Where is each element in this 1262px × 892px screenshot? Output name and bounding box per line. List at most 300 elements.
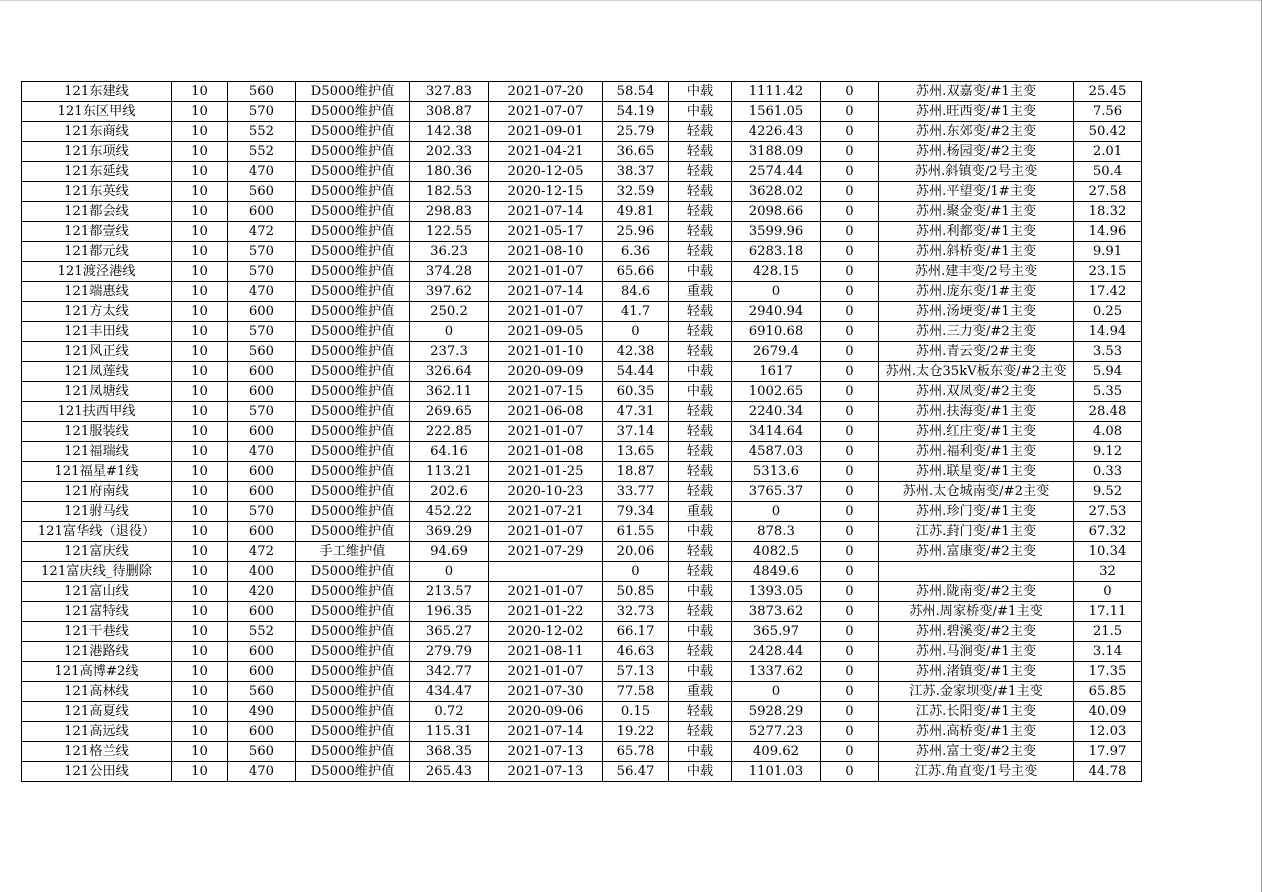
voltage-cell: 10 — [172, 542, 228, 562]
available-capacity-cell: 1337.62 — [732, 662, 821, 682]
date-cell: 2021-01-10 — [489, 342, 603, 362]
load-rate-cell: 25.79 — [603, 122, 669, 142]
voltage-cell: 10 — [172, 762, 228, 782]
voltage-cell: 10 — [172, 202, 228, 222]
voltage-cell: 10 — [172, 742, 228, 762]
load-rate-cell: 0 — [603, 562, 669, 582]
voltage-cell: 10 — [172, 82, 228, 102]
percent-cell: 0 — [1074, 582, 1142, 602]
voltage-cell: 10 — [172, 342, 228, 362]
load-rate-cell: 61.55 — [603, 522, 669, 542]
percent-cell: 9.91 — [1074, 242, 1142, 262]
line-name-cell: 121渡泾港线 — [22, 262, 172, 282]
load-rate-cell: 0.15 — [603, 702, 669, 722]
table-row — [22, 642, 1142, 662]
count-cell: 0 — [821, 362, 879, 382]
date-cell: 2021-07-14 — [489, 282, 603, 302]
rated-current-cell: 600 — [228, 382, 296, 402]
percent-cell: 9.12 — [1074, 442, 1142, 462]
line-name-cell: 121府南线 — [22, 482, 172, 502]
rated-current-cell: 570 — [228, 322, 296, 342]
line-name-cell: 121富山线 — [22, 582, 172, 602]
feeder-load-table — [21, 81, 1142, 782]
count-cell: 0 — [821, 722, 879, 742]
available-capacity-cell: 2428.44 — [732, 642, 821, 662]
load-status-cell: 轻载 — [669, 642, 732, 662]
count-cell: 0 — [821, 122, 879, 142]
load-current-cell: 0 — [410, 322, 489, 342]
percent-cell: 28.48 — [1074, 402, 1142, 422]
load-current-cell: 327.83 — [410, 82, 489, 102]
load-rate-cell: 50.85 — [603, 582, 669, 602]
percent-cell: 27.58 — [1074, 182, 1142, 202]
rated-current-cell: 552 — [228, 122, 296, 142]
rated-current-cell: 570 — [228, 102, 296, 122]
rated-current-cell: 600 — [228, 482, 296, 502]
load-rate-cell: 6.36 — [603, 242, 669, 262]
transformer-cell: 江苏.金家坝变/#1主变 — [879, 682, 1074, 702]
date-cell: 2020-09-09 — [489, 362, 603, 382]
load-current-cell: 374.28 — [410, 262, 489, 282]
table-row — [22, 362, 1142, 382]
line-name-cell: 121服装线 — [22, 422, 172, 442]
percent-cell: 21.5 — [1074, 622, 1142, 642]
load-status-cell: 中载 — [669, 522, 732, 542]
date-cell: 2021-07-20 — [489, 82, 603, 102]
available-capacity-cell: 2574.44 — [732, 162, 821, 182]
voltage-cell: 10 — [172, 362, 228, 382]
available-capacity-cell: 0 — [732, 502, 821, 522]
rated-current-cell: 600 — [228, 602, 296, 622]
rated-current-cell: 560 — [228, 182, 296, 202]
available-capacity-cell: 428.15 — [732, 262, 821, 282]
load-status-cell: 中载 — [669, 582, 732, 602]
table-row — [22, 522, 1142, 542]
load-rate-cell: 66.17 — [603, 622, 669, 642]
voltage-cell: 10 — [172, 142, 228, 162]
table-row — [22, 682, 1142, 702]
line-name-cell: 121高林线 — [22, 682, 172, 702]
voltage-cell: 10 — [172, 102, 228, 122]
load-status-cell: 轻载 — [669, 122, 732, 142]
available-capacity-cell: 0 — [732, 682, 821, 702]
table-row — [22, 222, 1142, 242]
transformer-cell: 苏州.汤埂变/#1主变 — [879, 302, 1074, 322]
available-capacity-cell: 5277.23 — [732, 722, 821, 742]
date-cell: 2021-01-07 — [489, 302, 603, 322]
load-current-cell: 434.47 — [410, 682, 489, 702]
table-row — [22, 322, 1142, 342]
voltage-cell: 10 — [172, 462, 228, 482]
source-type-cell: D5000维护值 — [296, 442, 410, 462]
available-capacity-cell: 4226.43 — [732, 122, 821, 142]
count-cell: 0 — [821, 462, 879, 482]
voltage-cell: 10 — [172, 182, 228, 202]
rated-current-cell: 600 — [228, 522, 296, 542]
load-current-cell: 142.38 — [410, 122, 489, 142]
table-row — [22, 282, 1142, 302]
available-capacity-cell: 1617 — [732, 362, 821, 382]
date-cell: 2021-01-07 — [489, 522, 603, 542]
voltage-cell: 10 — [172, 262, 228, 282]
percent-cell: 3.53 — [1074, 342, 1142, 362]
count-cell: 0 — [821, 742, 879, 762]
load-status-cell: 轻载 — [669, 182, 732, 202]
load-status-cell: 轻载 — [669, 202, 732, 222]
rated-current-cell: 570 — [228, 262, 296, 282]
count-cell: 0 — [821, 282, 879, 302]
date-cell: 2021-07-29 — [489, 542, 603, 562]
load-status-cell: 重载 — [669, 682, 732, 702]
load-current-cell: 64.16 — [410, 442, 489, 462]
transformer-cell: 苏州.斜桥变/#1主变 — [879, 242, 1074, 262]
count-cell: 0 — [821, 442, 879, 462]
transformer-cell: 苏州.杨园变/#2主变 — [879, 142, 1074, 162]
table-row — [22, 262, 1142, 282]
count-cell: 0 — [821, 222, 879, 242]
line-name-cell: 121富庆线 — [22, 542, 172, 562]
transformer-cell: 苏州.碧溪变/#2主变 — [879, 622, 1074, 642]
load-status-cell: 重载 — [669, 282, 732, 302]
source-type-cell: D5000维护值 — [296, 82, 410, 102]
date-cell: 2020-12-05 — [489, 162, 603, 182]
available-capacity-cell: 2240.34 — [732, 402, 821, 422]
table-row — [22, 342, 1142, 362]
transformer-cell: 苏州.富土变/#2主变 — [879, 742, 1074, 762]
available-capacity-cell: 5928.29 — [732, 702, 821, 722]
load-status-cell: 轻载 — [669, 702, 732, 722]
available-capacity-cell: 3765.37 — [732, 482, 821, 502]
available-capacity-cell: 3599.96 — [732, 222, 821, 242]
voltage-cell: 10 — [172, 682, 228, 702]
date-cell: 2021-09-05 — [489, 322, 603, 342]
available-capacity-cell: 6283.18 — [732, 242, 821, 262]
source-type-cell: D5000维护值 — [296, 262, 410, 282]
rated-current-cell: 470 — [228, 442, 296, 462]
transformer-cell: 苏州.联星变/#1主变 — [879, 462, 1074, 482]
date-cell: 2021-07-14 — [489, 722, 603, 742]
count-cell: 0 — [821, 602, 879, 622]
voltage-cell: 10 — [172, 302, 228, 322]
line-name-cell: 121港路线 — [22, 642, 172, 662]
load-rate-cell: 32.59 — [603, 182, 669, 202]
load-current-cell: 342.77 — [410, 662, 489, 682]
count-cell: 0 — [821, 242, 879, 262]
table-row — [22, 762, 1142, 782]
rated-current-cell: 470 — [228, 282, 296, 302]
voltage-cell: 10 — [172, 382, 228, 402]
transformer-cell: 苏州.渚镇变/#1主变 — [879, 662, 1074, 682]
line-name-cell: 121都壹线 — [22, 222, 172, 242]
rated-current-cell: 560 — [228, 682, 296, 702]
load-status-cell: 轻载 — [669, 242, 732, 262]
transformer-cell: 苏州.周家桥变/#1主变 — [879, 602, 1074, 622]
load-status-cell: 中载 — [669, 662, 732, 682]
date-cell: 2021-07-21 — [489, 502, 603, 522]
available-capacity-cell: 3414.64 — [732, 422, 821, 442]
line-name-cell: 121福瑞线 — [22, 442, 172, 462]
load-current-cell: 0.72 — [410, 702, 489, 722]
percent-cell: 17.11 — [1074, 602, 1142, 622]
load-current-cell: 180.36 — [410, 162, 489, 182]
load-status-cell: 轻载 — [669, 442, 732, 462]
count-cell: 0 — [821, 562, 879, 582]
table-row — [22, 622, 1142, 642]
load-rate-cell: 41.7 — [603, 302, 669, 322]
load-current-cell: 213.57 — [410, 582, 489, 602]
transformer-cell: 苏州.陇南变/#2主变 — [879, 582, 1074, 602]
available-capacity-cell: 1393.05 — [732, 582, 821, 602]
load-current-cell: 397.62 — [410, 282, 489, 302]
source-type-cell: D5000维护值 — [296, 162, 410, 182]
rated-current-cell: 560 — [228, 82, 296, 102]
count-cell: 0 — [821, 702, 879, 722]
rated-current-cell: 552 — [228, 142, 296, 162]
transformer-cell: 苏州.庞东变/1#主变 — [879, 282, 1074, 302]
date-cell: 2021-01-08 — [489, 442, 603, 462]
voltage-cell: 10 — [172, 502, 228, 522]
rated-current-cell: 600 — [228, 422, 296, 442]
page-edge-top — [0, 0, 1262, 1]
percent-cell: 50.42 — [1074, 122, 1142, 142]
load-rate-cell: 60.35 — [603, 382, 669, 402]
count-cell: 0 — [821, 82, 879, 102]
load-current-cell: 113.21 — [410, 462, 489, 482]
rated-current-cell: 560 — [228, 342, 296, 362]
count-cell: 0 — [821, 482, 879, 502]
percent-cell: 17.42 — [1074, 282, 1142, 302]
rated-current-cell: 600 — [228, 462, 296, 482]
table-row — [22, 742, 1142, 762]
source-type-cell: D5000维护值 — [296, 742, 410, 762]
load-rate-cell: 18.87 — [603, 462, 669, 482]
available-capacity-cell: 3628.02 — [732, 182, 821, 202]
load-rate-cell: 32.73 — [603, 602, 669, 622]
voltage-cell: 10 — [172, 422, 228, 442]
source-type-cell: D5000维护值 — [296, 322, 410, 342]
load-current-cell: 94.69 — [410, 542, 489, 562]
date-cell: 2021-07-30 — [489, 682, 603, 702]
voltage-cell: 10 — [172, 282, 228, 302]
date-cell: 2021-08-10 — [489, 242, 603, 262]
percent-cell: 50.4 — [1074, 162, 1142, 182]
voltage-cell: 10 — [172, 162, 228, 182]
table-row — [22, 542, 1142, 562]
count-cell: 0 — [821, 342, 879, 362]
line-name-cell: 121东项线 — [22, 142, 172, 162]
rated-current-cell: 570 — [228, 242, 296, 262]
percent-cell: 32 — [1074, 562, 1142, 582]
source-type-cell: D5000维护值 — [296, 642, 410, 662]
table-row — [22, 122, 1142, 142]
load-current-cell: 369.29 — [410, 522, 489, 542]
available-capacity-cell: 878.3 — [732, 522, 821, 542]
load-current-cell: 237.3 — [410, 342, 489, 362]
date-cell: 2021-01-07 — [489, 422, 603, 442]
load-current-cell: 308.87 — [410, 102, 489, 122]
load-rate-cell: 84.6 — [603, 282, 669, 302]
table-row — [22, 82, 1142, 102]
load-current-cell: 365.27 — [410, 622, 489, 642]
voltage-cell: 10 — [172, 642, 228, 662]
load-rate-cell: 77.58 — [603, 682, 669, 702]
date-cell: 2021-01-07 — [489, 582, 603, 602]
transformer-cell: 苏州.双凤变/#2主变 — [879, 382, 1074, 402]
source-type-cell: D5000维护值 — [296, 382, 410, 402]
voltage-cell: 10 — [172, 562, 228, 582]
count-cell: 0 — [821, 662, 879, 682]
date-cell: 2021-05-17 — [489, 222, 603, 242]
line-name-cell: 121方太线 — [22, 302, 172, 322]
date-cell: 2020-09-06 — [489, 702, 603, 722]
load-status-cell: 轻载 — [669, 462, 732, 482]
line-name-cell: 121高远线 — [22, 722, 172, 742]
date-cell: 2021-09-01 — [489, 122, 603, 142]
count-cell: 0 — [821, 302, 879, 322]
load-status-cell: 轻载 — [669, 402, 732, 422]
line-name-cell: 121富华线（退役） — [22, 522, 172, 542]
date-cell: 2021-01-22 — [489, 602, 603, 622]
load-rate-cell: 38.37 — [603, 162, 669, 182]
load-status-cell: 轻载 — [669, 602, 732, 622]
source-type-cell: D5000维护值 — [296, 502, 410, 522]
source-type-cell: D5000维护值 — [296, 622, 410, 642]
line-name-cell: 121东英线 — [22, 182, 172, 202]
rated-current-cell: 470 — [228, 162, 296, 182]
available-capacity-cell: 1002.65 — [732, 382, 821, 402]
line-name-cell: 121公田线 — [22, 762, 172, 782]
load-status-cell: 轻载 — [669, 542, 732, 562]
load-rate-cell: 37.14 — [603, 422, 669, 442]
available-capacity-cell: 1101.03 — [732, 762, 821, 782]
count-cell: 0 — [821, 762, 879, 782]
transformer-cell: 苏州.富康变/#2主变 — [879, 542, 1074, 562]
line-name-cell: 121东建线 — [22, 82, 172, 102]
date-cell: 2021-06-08 — [489, 402, 603, 422]
line-name-cell: 121风正线 — [22, 342, 172, 362]
voltage-cell: 10 — [172, 622, 228, 642]
date-cell — [489, 562, 603, 582]
load-rate-cell: 54.44 — [603, 362, 669, 382]
load-current-cell: 269.65 — [410, 402, 489, 422]
load-status-cell: 中载 — [669, 262, 732, 282]
load-status-cell: 中载 — [669, 362, 732, 382]
load-status-cell: 中载 — [669, 762, 732, 782]
rated-current-cell: 400 — [228, 562, 296, 582]
load-status-cell: 轻载 — [669, 162, 732, 182]
table-row — [22, 382, 1142, 402]
load-rate-cell: 20.06 — [603, 542, 669, 562]
load-current-cell: 298.83 — [410, 202, 489, 222]
load-rate-cell: 46.63 — [603, 642, 669, 662]
load-status-cell: 中载 — [669, 742, 732, 762]
percent-cell: 5.94 — [1074, 362, 1142, 382]
transformer-cell: 苏州.福利变/#1主变 — [879, 442, 1074, 462]
count-cell: 0 — [821, 522, 879, 542]
line-name-cell: 121驸马线 — [22, 502, 172, 522]
date-cell: 2020-12-15 — [489, 182, 603, 202]
voltage-cell: 10 — [172, 482, 228, 502]
load-current-cell: 202.33 — [410, 142, 489, 162]
transformer-cell: 江苏.葑门变/#1主变 — [879, 522, 1074, 542]
load-current-cell: 115.31 — [410, 722, 489, 742]
rated-current-cell: 600 — [228, 662, 296, 682]
voltage-cell: 10 — [172, 702, 228, 722]
load-status-cell: 中载 — [669, 382, 732, 402]
percent-cell: 14.96 — [1074, 222, 1142, 242]
voltage-cell: 10 — [172, 122, 228, 142]
transformer-cell: 苏州.斜镇变/2号主变 — [879, 162, 1074, 182]
rated-current-cell: 570 — [228, 502, 296, 522]
count-cell: 0 — [821, 682, 879, 702]
available-capacity-cell: 4587.03 — [732, 442, 821, 462]
table-row — [22, 462, 1142, 482]
date-cell: 2020-10-23 — [489, 482, 603, 502]
load-rate-cell: 49.81 — [603, 202, 669, 222]
line-name-cell: 121都元线 — [22, 242, 172, 262]
count-cell: 0 — [821, 142, 879, 162]
transformer-cell: 苏州.建丰变/2号主变 — [879, 262, 1074, 282]
transformer-cell: 苏州.聚金变/#1主变 — [879, 202, 1074, 222]
load-rate-cell: 19.22 — [603, 722, 669, 742]
percent-cell: 18.32 — [1074, 202, 1142, 222]
load-current-cell: 202.6 — [410, 482, 489, 502]
date-cell: 2021-08-11 — [489, 642, 603, 662]
line-name-cell: 121富特线 — [22, 602, 172, 622]
table-row — [22, 162, 1142, 182]
date-cell: 2021-07-13 — [489, 762, 603, 782]
transformer-cell — [879, 562, 1074, 582]
transformer-cell: 苏州.马涧变/#1主变 — [879, 642, 1074, 662]
date-cell: 2021-01-25 — [489, 462, 603, 482]
percent-cell: 0.33 — [1074, 462, 1142, 482]
transformer-cell: 苏州.太仓城南变/#2主变 — [879, 482, 1074, 502]
line-name-cell: 121格兰线 — [22, 742, 172, 762]
table-row — [22, 502, 1142, 522]
line-name-cell: 121福星#1线 — [22, 462, 172, 482]
voltage-cell: 10 — [172, 402, 228, 422]
load-current-cell: 222.85 — [410, 422, 489, 442]
percent-cell: 3.14 — [1074, 642, 1142, 662]
load-status-cell: 重载 — [669, 502, 732, 522]
source-type-cell: D5000维护值 — [296, 142, 410, 162]
voltage-cell: 10 — [172, 602, 228, 622]
table-row — [22, 582, 1142, 602]
transformer-cell: 苏州.平望变/1#主变 — [879, 182, 1074, 202]
line-name-cell: 121都会线 — [22, 202, 172, 222]
available-capacity-cell: 4849.6 — [732, 562, 821, 582]
source-type-cell: D5000维护值 — [296, 582, 410, 602]
line-name-cell: 121富庆线_待删除 — [22, 562, 172, 582]
date-cell: 2021-01-07 — [489, 662, 603, 682]
load-current-cell: 196.35 — [410, 602, 489, 622]
table-row — [22, 242, 1142, 262]
table-row — [22, 662, 1142, 682]
available-capacity-cell: 5313.6 — [732, 462, 821, 482]
percent-cell: 0.25 — [1074, 302, 1142, 322]
load-rate-cell: 79.34 — [603, 502, 669, 522]
load-current-cell: 326.64 — [410, 362, 489, 382]
source-type-cell: D5000维护值 — [296, 482, 410, 502]
transformer-cell: 苏州.珍门变/#1主变 — [879, 502, 1074, 522]
transformer-cell: 苏州.东郊变/#2主变 — [879, 122, 1074, 142]
load-status-cell: 轻载 — [669, 422, 732, 442]
source-type-cell: D5000维护值 — [296, 122, 410, 142]
source-type-cell: D5000维护值 — [296, 762, 410, 782]
count-cell: 0 — [821, 182, 879, 202]
line-name-cell: 121凤莲线 — [22, 362, 172, 382]
percent-cell: 9.52 — [1074, 482, 1142, 502]
